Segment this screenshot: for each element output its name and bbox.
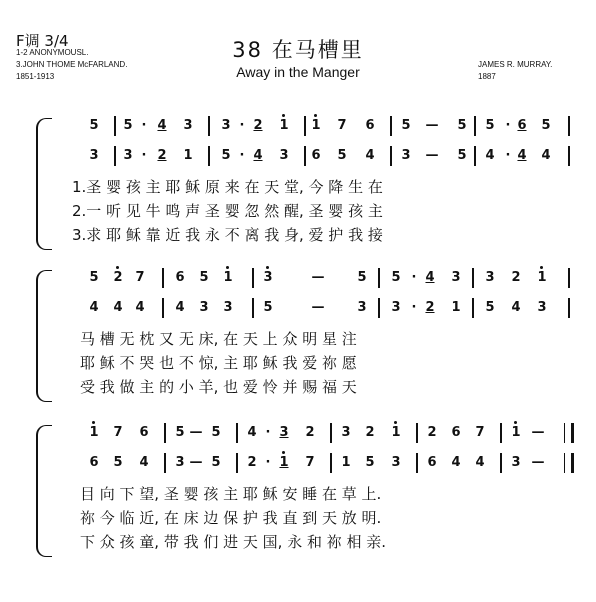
note-number: 3 xyxy=(401,148,411,163)
system-brace xyxy=(36,118,52,250)
note-number: 3 xyxy=(183,118,193,133)
note-number: 5 xyxy=(175,425,185,440)
note-number: 5 xyxy=(89,270,99,285)
note-extension: — xyxy=(531,425,545,440)
note-number: 1 xyxy=(277,118,291,133)
note-number: 4 xyxy=(89,300,99,315)
left-credit-line: 3.JOHN THOME McFARLAND. xyxy=(16,60,128,69)
note-number: 5 xyxy=(337,148,347,163)
bar-line xyxy=(500,423,502,443)
final-bar-line xyxy=(564,423,574,443)
note-dot: · xyxy=(411,270,417,285)
bar-line xyxy=(378,268,380,288)
note-number: 5 xyxy=(211,455,221,470)
note-number: 5 xyxy=(199,270,209,285)
note-number: 3 xyxy=(537,300,547,315)
note-number: 4 xyxy=(425,270,435,285)
system-brace xyxy=(36,270,52,402)
note-number: 6 xyxy=(517,118,527,133)
note-number: 4 xyxy=(511,300,521,315)
note-number: 4 xyxy=(175,300,185,315)
bar-line xyxy=(208,146,210,166)
note-number: 2 xyxy=(365,425,375,440)
note-number: 5 xyxy=(113,455,123,470)
note-number: 5 xyxy=(263,300,273,315)
bar-line xyxy=(162,268,164,288)
lyric-line: 目 向 下 望, 圣 婴 孩 主 耶 稣 安 睡 在 草 上. xyxy=(80,485,382,503)
lyric-line: 祢 今 临 近, 在 床 边 保 护 我 直 到 天 放 明. xyxy=(80,509,382,527)
note-number: 4 xyxy=(517,148,527,163)
note-number: 3 xyxy=(199,300,209,315)
bar-line xyxy=(304,116,306,136)
note-dot: · xyxy=(141,148,147,163)
bar-line xyxy=(162,298,164,318)
note-extension: — xyxy=(311,270,325,285)
left-credit-line: 1851-1913 xyxy=(16,72,55,81)
note-number: 3 xyxy=(451,270,461,285)
note-number: 3 xyxy=(485,270,495,285)
bar-line xyxy=(236,423,238,443)
note-number: 2 xyxy=(305,425,315,440)
note-number: 5 xyxy=(89,118,99,133)
note-dot: · xyxy=(239,118,245,133)
note-number: 6 xyxy=(175,270,185,285)
bar-line xyxy=(236,453,238,473)
note-number: 5 xyxy=(457,118,467,133)
note-number: 5 xyxy=(485,300,495,315)
bar-line xyxy=(304,146,306,166)
note-number: 5 xyxy=(365,455,375,470)
lyric-line: 耶 稣 不 哭 也 不 惊, 主 耶 稣 我 爱 祢 愿 xyxy=(80,354,357,372)
bar-line xyxy=(114,116,116,136)
note-number: 5 xyxy=(211,425,221,440)
bar-line xyxy=(474,116,476,136)
note-number: 3 xyxy=(175,455,185,470)
note-number: 1 xyxy=(277,455,291,470)
note-dot: · xyxy=(141,118,147,133)
bar-line xyxy=(330,453,332,473)
song-title: 38 在马槽里 xyxy=(232,38,364,62)
bar-line xyxy=(164,453,166,473)
note-number: 2 xyxy=(111,270,125,285)
right-credit-line: 1887 xyxy=(478,72,496,81)
note-number: 3 xyxy=(89,148,99,163)
note-number: 3 xyxy=(357,300,367,315)
note-number: 2 xyxy=(425,300,435,315)
note-number: 4 xyxy=(475,455,485,470)
note-number: 1 xyxy=(509,425,523,440)
note-number: 1 xyxy=(87,425,101,440)
bar-line xyxy=(568,146,570,166)
bar-line xyxy=(416,423,418,443)
note-number: 4 xyxy=(135,300,145,315)
note-number: 1 xyxy=(183,148,193,163)
note-number: 6 xyxy=(311,148,321,163)
note-number: 5 xyxy=(221,148,231,163)
note-number: 4 xyxy=(365,148,375,163)
left-credit-line: 1-2 ANONYMOUSL. xyxy=(16,48,89,57)
lyric-line: 受 我 做 主 的 小 羊, 也 爱 怜 并 赐 福 天 xyxy=(80,378,357,396)
lyric-line: 下 众 孩 童, 带 我 们 进 天 国, 永 和 祢 相 亲. xyxy=(80,533,387,551)
note-number: 2 xyxy=(253,118,263,133)
bar-line xyxy=(416,453,418,473)
bar-line xyxy=(390,116,392,136)
bar-line xyxy=(472,268,474,288)
note-number: 6 xyxy=(365,118,375,133)
note-number: 5 xyxy=(401,118,411,133)
note-number: 7 xyxy=(305,455,315,470)
note-number: 7 xyxy=(113,425,123,440)
note-number: 3 xyxy=(123,148,133,163)
key-signature: F调 3/4 xyxy=(16,32,69,50)
note-extension: — xyxy=(531,455,545,470)
bar-line xyxy=(252,268,254,288)
note-number: 1 xyxy=(309,118,323,133)
lyric-line: 3.求 耶 稣 靠 近 我 永 不 离 我 身, 爱 护 我 接 xyxy=(72,226,383,244)
note-number: 1 xyxy=(341,455,351,470)
note-extension: — xyxy=(189,425,203,440)
note-number: 1 xyxy=(389,425,403,440)
note-number: 4 xyxy=(451,455,461,470)
note-number: 3 xyxy=(511,455,521,470)
note-number: 4 xyxy=(113,300,123,315)
bar-line xyxy=(390,146,392,166)
note-number: 4 xyxy=(253,148,263,163)
note-dot: · xyxy=(505,118,511,133)
bar-line xyxy=(330,423,332,443)
note-number: 5 xyxy=(541,118,551,133)
final-bar-line xyxy=(564,453,574,473)
note-extension: — xyxy=(425,148,439,163)
system-brace xyxy=(36,425,52,557)
note-number: 1 xyxy=(535,270,549,285)
note-number: 3 xyxy=(261,270,275,285)
note-number: 7 xyxy=(337,118,347,133)
bar-line xyxy=(500,453,502,473)
note-number: 5 xyxy=(357,270,367,285)
note-number: 6 xyxy=(139,425,149,440)
note-dot: · xyxy=(411,300,417,315)
note-number: 4 xyxy=(247,425,257,440)
note-number: 4 xyxy=(485,148,495,163)
note-number: 2 xyxy=(247,455,257,470)
note-dot: · xyxy=(265,425,271,440)
note-extension: — xyxy=(311,300,325,315)
note-dot: · xyxy=(265,455,271,470)
note-number: 4 xyxy=(139,455,149,470)
note-number: 3 xyxy=(341,425,351,440)
lyric-line: 2.一 听 见 牛 鸣 声 圣 婴 忽 然 醒, 圣 婴 孩 主 xyxy=(72,202,383,220)
note-number: 1 xyxy=(451,300,461,315)
lyric-line: 1.圣 婴 孩 主 耶 稣 原 来 在 天 堂, 今 降 生 在 xyxy=(72,178,383,196)
note-number: 3 xyxy=(391,455,401,470)
bar-line xyxy=(568,116,570,136)
note-number: 2 xyxy=(157,148,167,163)
bar-line xyxy=(474,146,476,166)
note-number: 5 xyxy=(123,118,133,133)
note-extension: — xyxy=(425,118,439,133)
bar-line xyxy=(252,298,254,318)
note-number: 6 xyxy=(89,455,99,470)
note-number: 3 xyxy=(223,300,233,315)
note-number: 3 xyxy=(279,425,289,440)
bar-line xyxy=(164,423,166,443)
note-number: 7 xyxy=(475,425,485,440)
bar-line xyxy=(568,268,570,288)
note-number: 7 xyxy=(135,270,145,285)
right-credit-line: JAMES R. MURRAY. xyxy=(478,60,553,69)
note-extension: — xyxy=(189,455,203,470)
note-number: 4 xyxy=(157,118,167,133)
note-number: 5 xyxy=(485,118,495,133)
note-number: 5 xyxy=(391,270,401,285)
note-dot: · xyxy=(505,148,511,163)
note-number: 3 xyxy=(391,300,401,315)
bar-line xyxy=(568,298,570,318)
lyric-line: 马 槽 无 枕 又 无 床, 在 天 上 众 明 星 注 xyxy=(80,330,357,348)
note-number: 1 xyxy=(221,270,235,285)
note-number: 6 xyxy=(427,455,437,470)
note-number: 4 xyxy=(541,148,551,163)
bar-line xyxy=(472,298,474,318)
bar-line xyxy=(378,298,380,318)
note-dot: · xyxy=(239,148,245,163)
note-number: 6 xyxy=(451,425,461,440)
bar-line xyxy=(114,146,116,166)
bar-line xyxy=(208,116,210,136)
note-number: 5 xyxy=(457,148,467,163)
note-number: 3 xyxy=(221,118,231,133)
song-subtitle: Away in the Manger xyxy=(236,64,360,80)
note-number: 2 xyxy=(511,270,521,285)
note-number: 3 xyxy=(279,148,289,163)
note-number: 2 xyxy=(427,425,437,440)
